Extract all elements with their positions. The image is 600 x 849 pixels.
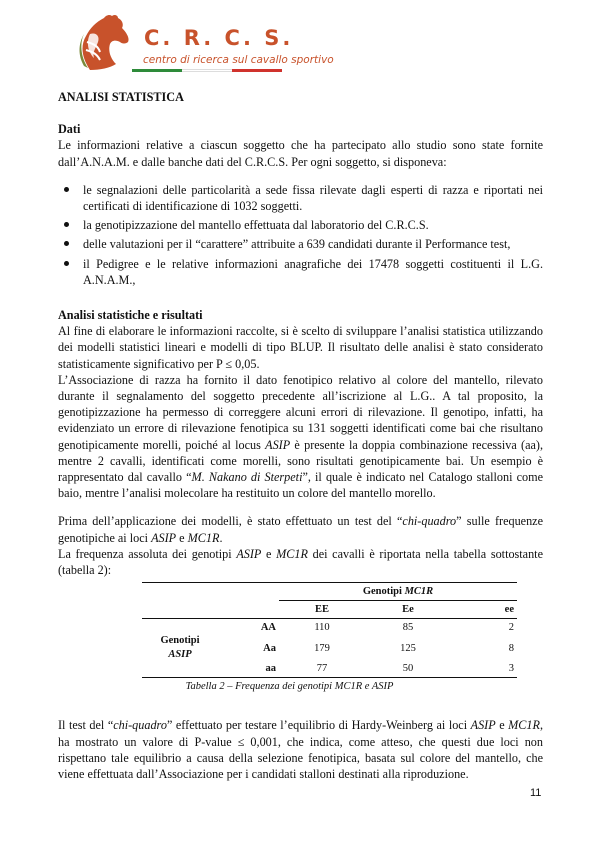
genotype-frequency-table	[142, 582, 517, 678]
table-caption: Tabella 2 – Frequenza dei genotipi MC1R e ASIP	[185, 681, 394, 693]
analisi-heading: Analisi statistiche e risultati	[58, 308, 203, 323]
col-header: ee	[504, 604, 514, 616]
logo-title: C. R. C. S.	[144, 26, 294, 50]
bullet-icon	[64, 222, 69, 227]
analisi-paragraph-3: Prima dell’applicazione dei modelli, è stato effettuato un test del “chi-quadro” sulle frequenze genotipiche ai loci ASIP e MC1R.	[58, 514, 543, 545]
table-row: aa 77 50 3	[142, 660, 517, 678]
italian-flag-stripe	[132, 69, 282, 72]
page-number: 11	[530, 787, 542, 799]
list-item: delle valutazioni per il “carattere” attribuite a 639 candidati durante il Performance test,	[58, 236, 543, 252]
dati-intro: Le informazioni relative a ciascun soggetto che ha partecipato allo studio sono state fornite dall’A.N.A.M. e dalle banche dati del C.R.C.S. Per ogni soggetto, si disponeva:	[58, 138, 543, 169]
bullet-icon	[64, 187, 69, 192]
genotype-table-block	[142, 582, 517, 695]
analisi-paragraph-2: L’Associazione di razza ha fornito il dato fenotipico relativo al colore del mantello, rilevato durante il segnalamento del soggetto precedente all’iscrizione al L.G.. A tal proposito, la genotipizzazione ha permesso di correggere alcuni errori di rilevazione. Il genotipo, infatti, ha evidenziato un errore di rilevazione fenotipica su 131 soggetti identificati come bai che risultano genotipicamente morelli, poiché al locus ASIP è presente la doppia combinazione recessiva (aa), mentre 2 cavalli, identificati come morelli, sono risultati genotipicamente bai. Un esempio è rappresentato dal cavallo “M. Nakano di Sterpeti”, il quale è indicato nel Catalogo stalloni come baio, mentre l’analisi molecolare ha restituito un colore del mantello morello.	[58, 372, 544, 501]
table-row: Aa 179 125 8	[263, 642, 514, 654]
analisi-paragraph-4: La frequenza assoluta dei genotipi ASIP e MC1R dei cavalli è riportata nella tabella sottostante (tabella 2):	[58, 546, 543, 578]
list-item: la genotipizzazione del mantello effettuata dal laboratorio del C.R.C.S.	[58, 217, 543, 233]
row-group-header: Genotipi ASIP	[160, 635, 200, 661]
list-item: il Pedigree e le relative informazioni anagrafiche dei 17478 soggetti costituenti il L.G. A.N.A.M.,	[58, 256, 543, 288]
section-title: ANALISI STATISTICA	[58, 90, 184, 104]
col-header: EE	[314, 604, 329, 616]
col-header: Ee	[402, 604, 414, 616]
bullet-icon	[64, 261, 69, 266]
document-body	[58, 89, 543, 782]
bullet-icon	[64, 241, 69, 246]
horse-head-icon	[60, 12, 140, 74]
analisi-paragraph-5: Il test del “chi-quadro” effettuato per testare l’equilibrio di Hardy-Weinberg ai loci ASIP e MC1R, ha mostrato un valore di P-value ≤ 0,001, che indica, come atteso, che questi due loci non rispettano tale equilibrio a causa della selezione fenotipica, basata sul colore del mantello, che viene effettuata dall’Associazione per i candidati stalloni destinati alla riproduzione.	[58, 718, 543, 782]
list-item: le segnalazioni delle particolarità a sede fissa rilevate dagli esperti di razza e riportati nei certificati di identificazione di 1032 soggetti.	[58, 182, 543, 214]
analisi-paragraph-1: Al fine di elaborare le informazioni raccolte, si è scelto di sviluppare l’analisi statistica utilizzando dei modelli statistici lineari e modelli di tipo BLUP. Il risultato delle analisi è stato considerato statisticamente significativo per P ≤ 0,05.	[58, 324, 543, 371]
table-row: Genotipi ASIP AA 110 85 2	[142, 619, 517, 637]
col-group-header: Genotipi MC1R	[279, 583, 517, 601]
crcs-logo	[60, 12, 334, 74]
dati-bullet-list	[58, 182, 543, 288]
dati-heading: Dati	[58, 122, 81, 137]
logo-subtitle: centro di ricerca sul cavallo sportivo	[143, 54, 334, 66]
